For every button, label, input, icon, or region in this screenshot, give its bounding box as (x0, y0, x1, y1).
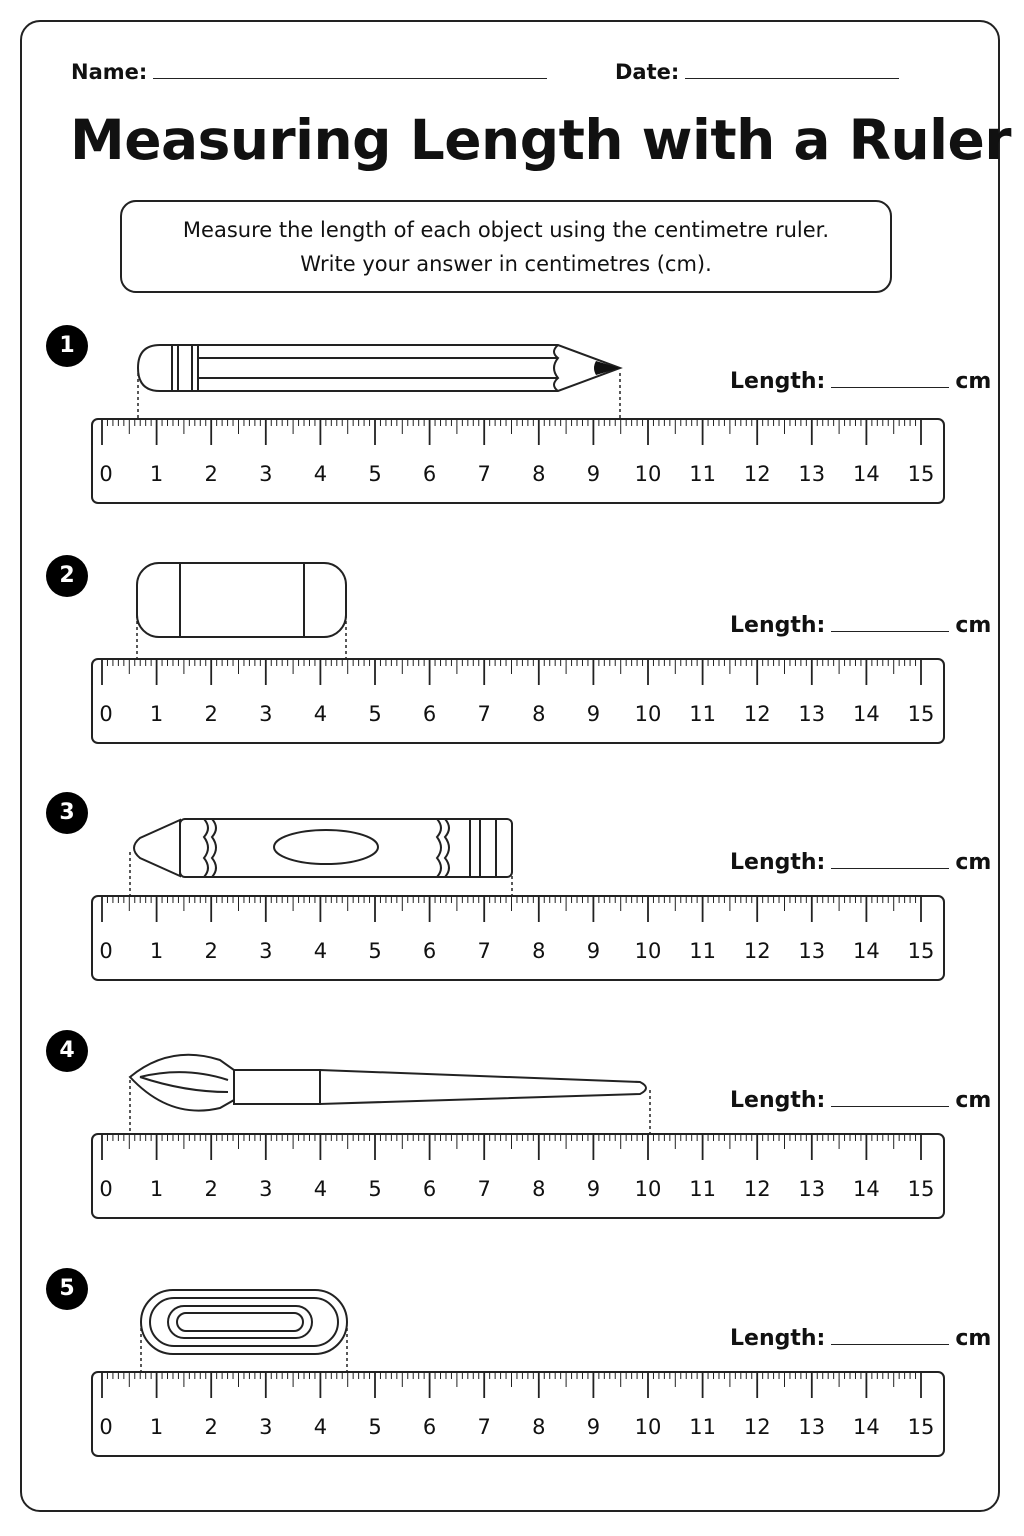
ruler-label: 4 (313, 939, 328, 963)
ruler-label: 5 (368, 1415, 382, 1439)
ruler-label: 2 (204, 702, 218, 726)
problem-4 (0, 1030, 1024, 1230)
ruler-label: 0 (99, 702, 113, 726)
problem-number-badge: 3 (46, 792, 88, 834)
date-field (615, 60, 899, 84)
ruler-label: 15 (907, 702, 935, 726)
ruler (0, 1130, 1024, 1240)
ruler-label: 9 (586, 939, 601, 963)
ruler-label: 1 (149, 702, 164, 726)
ruler-label: 4 (313, 462, 328, 486)
ruler-label: 8 (532, 1415, 546, 1439)
ruler-label: 4 (313, 1177, 328, 1201)
ruler-label: 14 (853, 1415, 880, 1439)
ruler-body (92, 1134, 944, 1218)
ruler-label: 2 (204, 1177, 218, 1201)
length-answer-blank[interactable] (831, 848, 949, 869)
problem-number-badge: 1 (46, 325, 88, 367)
length-answer-blank[interactable] (831, 1324, 949, 1345)
ruler-label: 14 (853, 462, 880, 486)
length-label: Length: (730, 613, 826, 638)
ruler-label: 13 (798, 939, 826, 963)
ruler-label: 11 (689, 462, 716, 486)
length-label: Length: (730, 1088, 826, 1113)
ruler-label: 12 (743, 939, 771, 963)
ruler-label: 0 (99, 462, 113, 486)
ruler-label: 6 (422, 1177, 437, 1201)
problem-3 (0, 792, 1024, 992)
ruler-label: 12 (743, 1177, 771, 1201)
ruler-label: 9 (586, 1177, 601, 1201)
ruler-label: 15 (907, 462, 935, 486)
ruler-label: 14 (853, 1177, 880, 1201)
ruler-label: 13 (798, 702, 826, 726)
name-field (71, 60, 547, 84)
ruler-label: 9 (586, 1415, 601, 1439)
ruler-body (92, 896, 944, 980)
ruler-label: 4 (313, 702, 328, 726)
ruler-label: 5 (368, 1177, 382, 1201)
ruler-label: 12 (743, 702, 771, 726)
ruler-label: 7 (477, 1415, 491, 1439)
ruler-label: 12 (743, 462, 771, 486)
length-answer (730, 367, 991, 394)
ruler-label: 8 (532, 1177, 546, 1201)
ruler-label: 8 (532, 939, 546, 963)
ruler-label: 6 (422, 1415, 437, 1439)
instruction-line-2: Write your answer in centimetres (cm). (300, 251, 712, 276)
problem-2 (0, 555, 1024, 755)
ruler-label: 1 (149, 1177, 164, 1201)
ruler-label: 14 (853, 702, 880, 726)
ruler-label: 5 (368, 462, 382, 486)
ruler-label: 10 (634, 702, 662, 726)
length-label: Length: (730, 1326, 826, 1351)
ruler-label: 15 (907, 1177, 935, 1201)
ruler-label: 3 (259, 1177, 273, 1201)
unit-label: cm (955, 850, 992, 875)
ruler-label: 13 (798, 462, 826, 486)
ruler-label: 3 (259, 939, 273, 963)
ruler-label: 12 (743, 1415, 771, 1439)
ruler-label: 3 (259, 1415, 273, 1439)
problem-1 (0, 325, 1024, 525)
ruler-label: 6 (422, 939, 437, 963)
ruler-label: 3 (259, 702, 273, 726)
ruler-label: 3 (259, 462, 273, 486)
ruler-label: 10 (634, 462, 662, 486)
length-answer (730, 1324, 991, 1351)
ruler-label: 6 (422, 462, 437, 486)
ruler-label: 13 (798, 1177, 826, 1201)
length-answer (730, 611, 991, 638)
instructions-box (120, 200, 892, 293)
ruler-label: 9 (586, 702, 601, 726)
unit-label: cm (955, 613, 992, 638)
length-answer (730, 848, 991, 875)
ruler-label: 1 (149, 1415, 164, 1439)
ruler-label: 15 (907, 1415, 935, 1439)
ruler (0, 892, 1024, 1002)
length-answer-blank[interactable] (831, 367, 949, 388)
name-input-line[interactable] (153, 60, 547, 79)
length-label: Length: (730, 369, 826, 394)
date-input-line[interactable] (685, 60, 899, 79)
ruler-label: 2 (204, 1415, 218, 1439)
ruler-label: 8 (532, 702, 546, 726)
date-label: Date: (615, 60, 680, 84)
ruler-label: 0 (99, 939, 113, 963)
unit-label: cm (955, 369, 992, 394)
page-title: Measuring Length with a Ruler (70, 108, 1011, 172)
ruler-body (92, 1372, 944, 1456)
problem-number-badge: 5 (46, 1268, 88, 1310)
ruler-label: 8 (532, 462, 546, 486)
unit-label: cm (955, 1326, 992, 1351)
name-label: Name: (71, 60, 148, 84)
ruler-label: 0 (99, 1415, 113, 1439)
unit-label: cm (955, 1088, 992, 1113)
ruler-label: 0 (99, 1177, 113, 1201)
ruler-label: 10 (634, 1415, 662, 1439)
ruler-label: 14 (853, 939, 880, 963)
problem-number-badge: 2 (46, 555, 88, 597)
ruler-body (92, 419, 944, 503)
ruler-label: 11 (689, 939, 716, 963)
length-answer-blank[interactable] (831, 611, 949, 632)
ruler-label: 2 (204, 939, 218, 963)
ruler-label: 9 (586, 462, 601, 486)
ruler-label: 10 (634, 1177, 662, 1201)
ruler (0, 1368, 1024, 1478)
ruler-label: 11 (689, 1415, 716, 1439)
ruler-label: 10 (634, 939, 662, 963)
ruler-label: 5 (368, 702, 382, 726)
instruction-line-1: Measure the length of each object using the centimetre ruler. (182, 217, 830, 242)
ruler-label: 4 (313, 1415, 328, 1439)
ruler (0, 415, 1024, 525)
length-answer-blank[interactable] (831, 1086, 949, 1107)
problem-number-badge: 4 (46, 1030, 88, 1072)
length-answer (730, 1086, 991, 1113)
ruler-label: 6 (422, 702, 437, 726)
ruler-label: 1 (149, 462, 164, 486)
ruler-label: 5 (368, 939, 382, 963)
ruler-label: 7 (477, 1177, 491, 1201)
ruler-label: 2 (204, 462, 218, 486)
ruler-label: 13 (798, 1415, 826, 1439)
ruler-label: 7 (477, 702, 491, 726)
length-label: Length: (730, 850, 826, 875)
ruler-label: 1 (149, 939, 164, 963)
ruler-label: 11 (689, 702, 716, 726)
ruler-body (92, 659, 944, 743)
ruler-label: 7 (477, 462, 491, 486)
problem-5 (0, 1268, 1024, 1468)
ruler-label: 15 (907, 939, 935, 963)
ruler-label: 7 (477, 939, 491, 963)
ruler (0, 655, 1024, 765)
ruler-label: 11 (689, 1177, 716, 1201)
